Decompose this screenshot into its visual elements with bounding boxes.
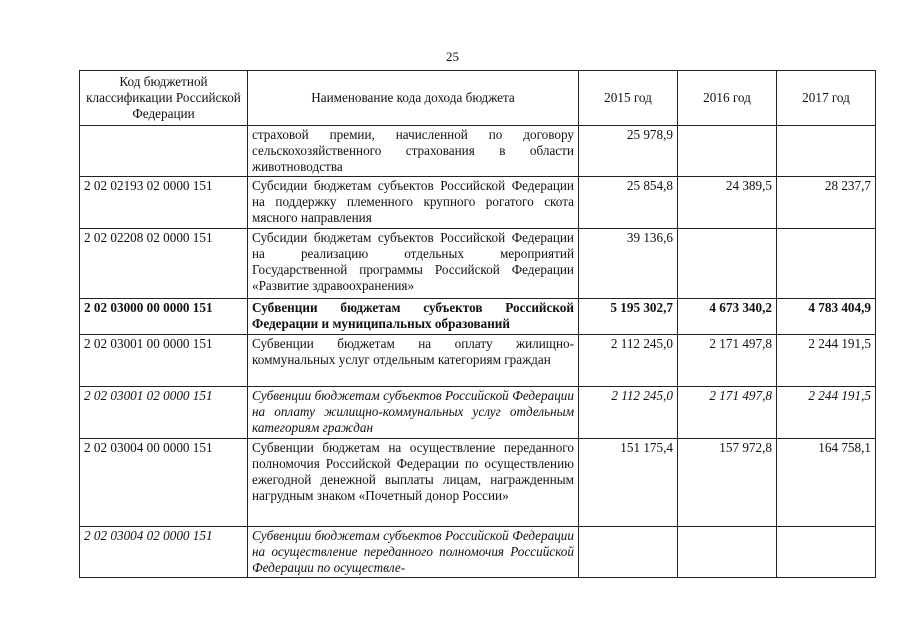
cell-2016: 157 972,8 [678, 439, 777, 527]
cell-2016: 24 389,5 [678, 177, 777, 229]
cell-2015: 25 978,9 [579, 126, 678, 177]
cell-code: 2 02 03001 02 0000 151 [80, 387, 248, 439]
cell-2015: 25 854,8 [579, 177, 678, 229]
cell-2015: 151 175,4 [579, 439, 678, 527]
table-row [80, 439, 876, 527]
cell-2017: 28 237,7 [777, 177, 876, 229]
header-2017: 2017 год [777, 71, 876, 126]
table-row [80, 335, 876, 387]
cell-2015: 39 136,6 [579, 229, 678, 299]
cell-2016 [678, 126, 777, 177]
cell-code [80, 126, 248, 177]
budget-revenue-table [79, 70, 876, 578]
cell-2016 [678, 527, 777, 578]
cell-name: Субвенции бюджетам субъектов Российской Федерации на оплату жилищно-коммунальных услуг отдельным категориям граждан [248, 387, 579, 439]
cell-2017 [777, 527, 876, 578]
cell-name: Субвенции бюджетам субъектов Российской Федерации и муниципальных образований [248, 299, 579, 335]
header-2016: 2016 год [678, 71, 777, 126]
page-number: 25 [446, 49, 459, 64]
cell-code: 2 02 02208 02 0000 151 [80, 229, 248, 299]
header-code: Код бюджетной классификации Российской Федерации [80, 71, 248, 126]
table-row [80, 126, 876, 177]
cell-2016: 2 171 497,8 [678, 335, 777, 387]
cell-2017: 164 758,1 [777, 439, 876, 527]
cell-2016: 4 673 340,2 [678, 299, 777, 335]
table-row-italic [80, 527, 876, 578]
cell-2016 [678, 229, 777, 299]
cell-name: Субсидии бюджетам субъектов Российской Федерации на поддержку племенного крупного рогатого скота мясного направления [248, 177, 579, 229]
cell-code: 2 02 03000 00 0000 151 [80, 299, 248, 335]
cell-2017 [777, 229, 876, 299]
cell-name: Субвенции бюджетам субъектов Российской Федерации на осуществление переданного полномочия Российской Федерации по осуществле- [248, 527, 579, 578]
table-row-total [80, 299, 876, 335]
cell-2015: 2 112 245,0 [579, 387, 678, 439]
cell-2015: 2 112 245,0 [579, 335, 678, 387]
cell-2015: 5 195 302,7 [579, 299, 678, 335]
table-row [80, 177, 876, 229]
cell-2015 [579, 527, 678, 578]
cell-2017 [777, 126, 876, 177]
cell-code: 2 02 03004 00 0000 151 [80, 439, 248, 527]
header-name: Наименование кода дохода бюджета [248, 71, 579, 126]
cell-name: Субвенции бюджетам на осуществление переданного полномочия Российской Федерации по осуществлению ежегодной денежной выплаты лицам, награжденным нагрудным знаком «Почетный донор России» [248, 439, 579, 527]
cell-2017: 4 783 404,9 [777, 299, 876, 335]
cell-code: 2 02 02193 02 0000 151 [80, 177, 248, 229]
table-row [80, 229, 876, 299]
table-header-row [80, 71, 876, 126]
cell-code: 2 02 03004 02 0000 151 [80, 527, 248, 578]
cell-name: Субвенции бюджетам на оплату жилищно-коммунальных услуг отдельным категориям граждан [248, 335, 579, 387]
cell-2017: 2 244 191,5 [777, 387, 876, 439]
cell-name: страховой премии, начисленной по договору сельскохозяйственного страхования в области животноводства [248, 126, 579, 177]
cell-2016: 2 171 497,8 [678, 387, 777, 439]
cell-name: Субсидии бюджетам субъектов Российской Федерации на реализацию отдельных мероприятий Государственной программы Российской Федерации «Развитие здравоохранения» [248, 229, 579, 299]
table-row-italic [80, 387, 876, 439]
cell-2017: 2 244 191,5 [777, 335, 876, 387]
cell-code: 2 02 03001 00 0000 151 [80, 335, 248, 387]
header-2015: 2015 год [579, 71, 678, 126]
